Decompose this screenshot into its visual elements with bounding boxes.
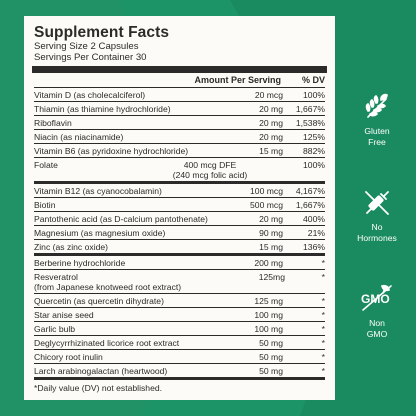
group-vitamins-2 (34, 184, 325, 256)
nutrient-dv: 4,167% (295, 185, 325, 196)
nutrient-row (34, 322, 325, 336)
nutrient-amount: 500 mcg (250, 199, 283, 210)
nutrient-name: Vitamin D (as cholecalciferol) (34, 89, 146, 100)
nutrient-name: Chicory root inulin (34, 351, 103, 362)
nutrient-amount: 200 mg (254, 257, 283, 268)
nutrient-row (34, 88, 325, 102)
nutrient-name: Pantothenic acid (as D-calcium pantothenate) (34, 213, 208, 224)
nutrient-amount: 125mg (258, 271, 285, 282)
nutrient-amount: 15 mg (259, 145, 283, 156)
nutrient-row (34, 364, 325, 380)
wheat-icon (362, 92, 392, 122)
nutrient-dv: 125% (303, 131, 325, 142)
nutrient-amount: 50 mg (259, 351, 283, 362)
nutrient-dv: * (321, 257, 325, 268)
badge-non-gmo (345, 282, 409, 340)
nutrient-name (34, 272, 233, 292)
nutrient-dv: 1,667% (295, 103, 325, 114)
nutrient-dv: 1,667% (295, 199, 325, 210)
nutrient-name: Zinc (as zinc oxide) (34, 241, 109, 252)
nutrient-amount: 100 mcg (250, 185, 283, 196)
nutrient-amount: 15 mg (259, 241, 283, 252)
folate-amount-sub: (240 mcg folic acid) (172, 169, 248, 180)
nutrient-amount: 90 mg (259, 227, 283, 238)
nutrient-row (34, 336, 325, 350)
nutrient-dv: * (321, 337, 325, 348)
nutrient-name: Vitamin B12 (as cyanocobalamin) (34, 185, 162, 196)
nutrient-dv: * (321, 295, 325, 306)
syringe-icon (362, 188, 392, 218)
nutrient-row (34, 116, 325, 130)
group-vitamins-1 (34, 88, 325, 184)
nutrient-amount: 20 mg (259, 131, 283, 142)
nutrient-row-resveratrol (34, 270, 325, 294)
thick-divider (32, 66, 327, 73)
badge-hormones-line1: No (371, 222, 383, 232)
badge-gmo-line1: Non (369, 318, 385, 328)
gmo-icon (360, 282, 394, 314)
nutrient-row (34, 294, 325, 308)
nutrient-dv: 136% (303, 241, 325, 252)
folate-amount: 400 mcg DFE (183, 159, 237, 170)
nutrient-row-folate (34, 158, 325, 184)
nutrient-row (34, 212, 325, 226)
nutrient-row (34, 184, 325, 198)
nutrient-row (34, 102, 325, 116)
nutrient-amount: 125 mg (254, 295, 283, 306)
nutrient-row (34, 226, 325, 240)
nutrient-row (34, 256, 325, 270)
nutrient-amount: 20 mcg (254, 89, 283, 100)
nutrient-dv: 1,538% (295, 117, 325, 128)
nutrient-name: Berberine hydrochloride (34, 257, 126, 268)
nutrient-amount: 20 mg (259, 213, 283, 224)
supplement-facts-panel (24, 16, 335, 400)
gmo-icon-text: GMO (361, 292, 390, 306)
nutrient-amount: 20 mg (259, 103, 283, 114)
nutrient-name: Quercetin (as quercetin dihydrate) (34, 295, 164, 306)
nutrient-row (34, 308, 325, 322)
column-header (34, 73, 325, 88)
nutrient-dv: * (321, 351, 325, 362)
group-botanicals (34, 256, 325, 380)
nutrient-row (34, 240, 325, 256)
nutrient-amount (135, 160, 285, 180)
nutrient-name: Star anise seed (34, 309, 94, 320)
badge-gluten-free (345, 92, 409, 148)
nutrient-dv: * (321, 323, 325, 334)
nutrient-dv: 400% (303, 213, 325, 224)
nutrient-row (34, 198, 325, 212)
amount-header: Amount Per Serving (194, 75, 281, 85)
nutrient-name: Larch arabinogalactan (heartwood) (34, 365, 168, 376)
nutrient-amount: 20 mg (259, 117, 283, 128)
nutrient-dv: 100% (303, 89, 325, 100)
nutrient-dv: 100% (303, 159, 325, 170)
nutrient-row (34, 130, 325, 144)
nutrient-name: Folate (34, 159, 58, 170)
resveratrol-source: (from Japanese knotweed root extract) (34, 281, 182, 292)
nutrient-dv: * (321, 365, 325, 376)
nutrient-dv: * (321, 309, 325, 320)
nutrient-name: Magnesium (as magnesium oxide) (34, 227, 166, 238)
nutrient-amount: 100 mg (254, 309, 283, 320)
resveratrol-name: Resveratrol (34, 271, 78, 282)
nutrient-dv: 21% (307, 227, 325, 238)
nutrient-amount: 50 mg (259, 337, 283, 348)
servings-per-container: Servings Per Container 30 (34, 52, 147, 63)
serving-size: Serving Size 2 Capsules (34, 41, 139, 52)
footnote: *Daily value (DV) not established. (34, 383, 163, 393)
dv-header: % DV (301, 75, 325, 85)
nutrient-name: Garlic bulb (34, 323, 76, 334)
nutrient-name: Niacin (as niacinamide) (34, 131, 124, 142)
panel-title: Supplement Facts (34, 24, 170, 41)
nutrient-name: Riboflavin (34, 117, 72, 128)
nutrient-amount: 100 mg (254, 323, 283, 334)
nutrient-name: Vitamin B6 (as pyridoxine hydrochloride) (34, 145, 189, 156)
badge-hormones-line2: Hormones (357, 233, 397, 243)
nutrient-name: Deglycyrrhizinated licorice root extract (34, 337, 180, 348)
nutrient-name: Thiamin (as thiamine hydrochloride) (34, 103, 171, 114)
nutrient-amount: 50 mg (259, 365, 283, 376)
badge-gluten-line1: Gluten (364, 126, 390, 136)
nutrient-row (34, 350, 325, 364)
nutrient-dv: 882% (303, 145, 325, 156)
nutrient-dv: * (321, 271, 325, 282)
badge-gluten-line2: Free (368, 137, 386, 147)
badge-no-hormones (345, 188, 409, 244)
badge-gmo-line2: GMO (366, 329, 388, 339)
nutrient-row (34, 144, 325, 158)
nutrient-name: Biotin (34, 199, 56, 210)
